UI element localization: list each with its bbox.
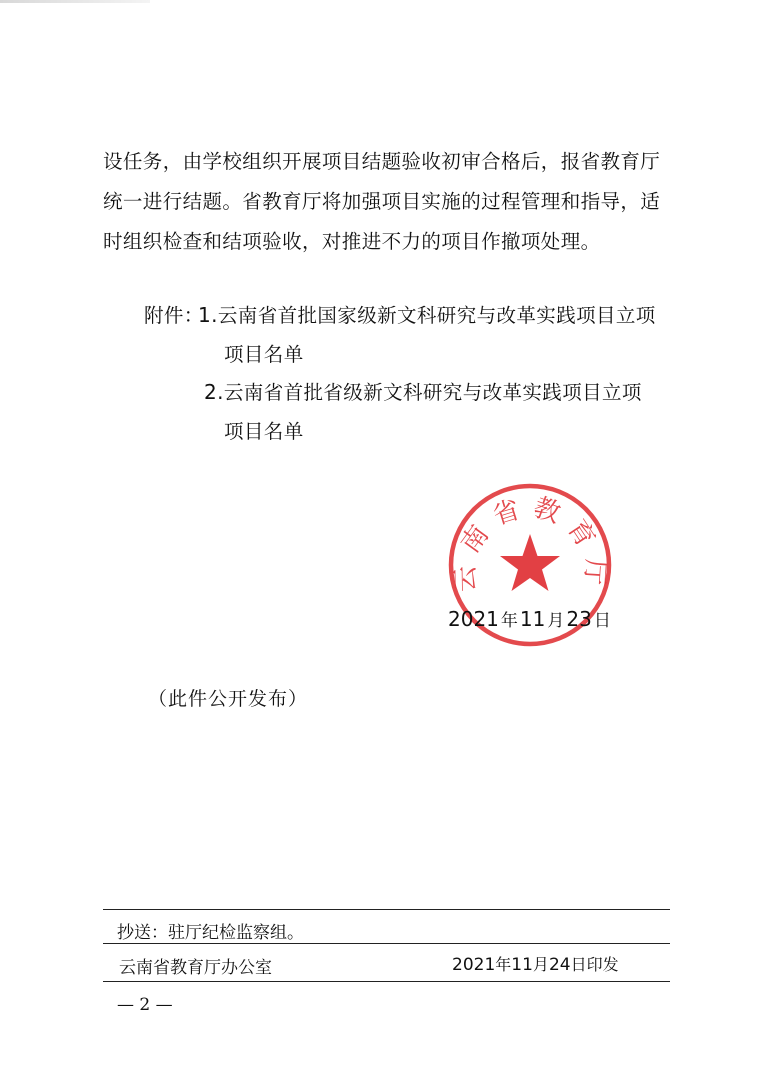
footer-rule-top [103, 909, 670, 910]
scan-edge-shade [0, 0, 150, 3]
signature-date [448, 606, 613, 631]
footer-rule-bottom [103, 981, 670, 982]
date-month: 11 [519, 607, 546, 631]
attachment-item-1 [198, 300, 656, 328]
date-month-unit: 月 [547, 611, 565, 631]
print-month-unit: 月 [532, 955, 549, 974]
disclosure-note: （此件公开发布） [148, 688, 309, 710]
attachment-item-1-cont: 项目名单 [224, 343, 304, 366]
attachment-item-2-cont: 项目名单 [224, 420, 304, 443]
attachment-number: 2. [204, 380, 224, 404]
seal-star-icon [500, 534, 560, 591]
footer-print-date [452, 952, 619, 975]
footer-cc: 抄送：驻厅纪检监察组。 [117, 923, 304, 943]
body-line: 设任务，由学校组织开展项目结题验收初审合格后，报省教育厅 [103, 150, 661, 173]
body-line: 时组织检查和结项验收，对推进不力的项目作撤项处理。 [103, 230, 601, 253]
attachment-label: 附件： [144, 304, 204, 327]
date-day-unit: 日 [593, 611, 611, 631]
attachment-number: 1. [198, 303, 218, 327]
print-day: 24 [548, 955, 571, 975]
page-number: — 2 — [117, 995, 173, 1015]
date-year: 2021 [448, 607, 499, 631]
body-line: 统一进行结题。省教育厅将加强项目实施的过程管理和指导，适 [103, 190, 661, 213]
print-day-suffix: 日印发 [570, 955, 619, 974]
date-year-unit: 年 [500, 611, 518, 631]
attachment-title: 云南省首批国家级新文科研究与改革实践项目立项 [217, 304, 656, 327]
seal-text: 云南省教育厅 [450, 492, 611, 597]
date-day: 23 [566, 607, 592, 631]
print-year: 2021 [452, 955, 496, 975]
attachment-title: 云南省首批省级新文科研究与改革实践项目立项 [223, 381, 642, 404]
body-paragraph [103, 142, 673, 262]
attachment-item-2 [204, 377, 642, 405]
footer-rule-middle [103, 943, 670, 944]
print-year-unit: 年 [495, 955, 512, 974]
print-month: 11 [511, 955, 533, 975]
footer-office: 云南省教育厅办公室 [119, 958, 272, 978]
